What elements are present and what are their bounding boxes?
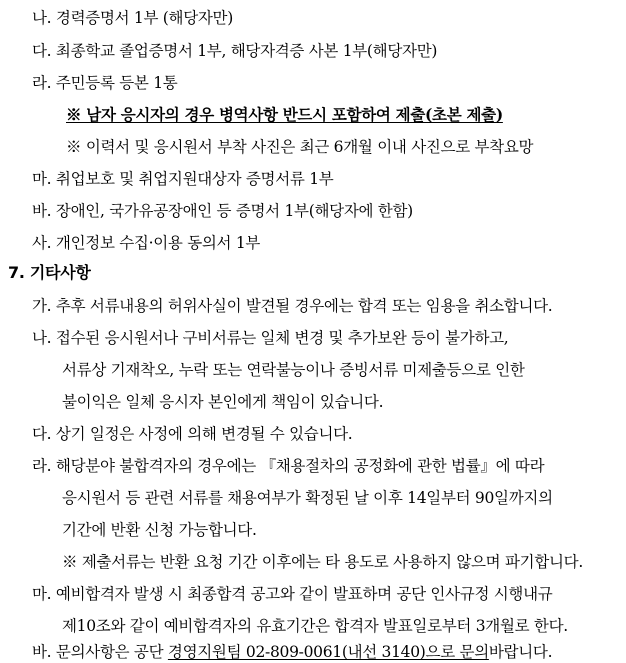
item-return-documents-line1: 라. 해당분야 불합격자의 경우에는 『채용절차의 공정화에 관한 법률』에 따라 xyxy=(32,457,545,475)
item-false-facts: 가. 추후 서류내용의 허위사실이 발견될 경우에는 합격 또는 임용을 취소합니다. xyxy=(32,297,553,315)
item-disability-certificate: 바. 장애인, 국가유공장애인 등 증명서 1부(해당자에 한함) xyxy=(32,202,413,220)
item-resident-registration: 라. 주민등록 등본 1통 xyxy=(32,74,178,92)
item-employment-protection: 마. 취업보호 및 취업지원대상자 증명서류 1부 xyxy=(32,170,334,188)
item-inquiry xyxy=(32,641,552,663)
item-return-documents-line2: 응시원서 등 관련 서류를 채용여부가 확정된 날 이후 14일부터 90일까지의 xyxy=(62,489,553,507)
item-privacy-consent: 사. 개인정보 수집·이용 동의서 1부 xyxy=(32,234,261,252)
item-graduation-certificate: 다. 최종학교 졸업증명서 1부, 해당자격증 사본 1부(해당자만) xyxy=(32,42,438,60)
section-heading-misc: 7. 기타사항 xyxy=(8,263,91,282)
item-return-documents-line3: 기간에 반환 신청 가능합니다. xyxy=(62,521,257,539)
note-document-disposal: ※ 제출서류는 반환 요청 기간 이후에는 타 용도로 사용하지 않으며 파기합니다. xyxy=(62,553,583,571)
item-career-certificate: 나. 경력증명서 1부 (해당자만) xyxy=(32,9,233,27)
item-no-changes-line3: 불이익은 일체 응시자 본인에게 책임이 있습니다. xyxy=(62,393,384,411)
inquiry-suffix: 바랍니다. xyxy=(488,643,553,661)
inquiry-contact: 경영지원팀 02-809-0061(내선 3140)으로 문의 xyxy=(167,643,489,661)
item-reserve-candidates-line2: 제10조와 같이 예비합격자의 유효기간은 합격자 발표일로부터 3개월로 한다. xyxy=(62,617,568,635)
item-no-changes-line2: 서류상 기재착오, 누락 또는 연락불능이나 증빙서류 미제출등으로 인한 xyxy=(62,361,525,379)
note-photo: ※ 이력서 및 응시원서 부착 사진은 최근 6개월 이내 사진으로 부착요망 xyxy=(66,138,534,156)
item-no-changes-line1: 나. 접수된 응시원서나 구비서류는 일체 변경 및 추가보완 등이 불가하고, xyxy=(32,329,509,347)
item-schedule-change: 다. 상기 일정은 사정에 의해 변경될 수 있습니다. xyxy=(32,425,353,443)
inquiry-prefix: 바. 문의사항은 공단 xyxy=(32,643,168,661)
item-reserve-candidates-line1: 마. 예비합격자 발생 시 최종합격 공고와 같이 발표하며 공단 인사규정 시행내규 xyxy=(32,585,553,603)
note-military-service: ※ 남자 응시자의 경우 병역사항 반드시 포함하여 제출(초본 제출) xyxy=(66,105,503,124)
